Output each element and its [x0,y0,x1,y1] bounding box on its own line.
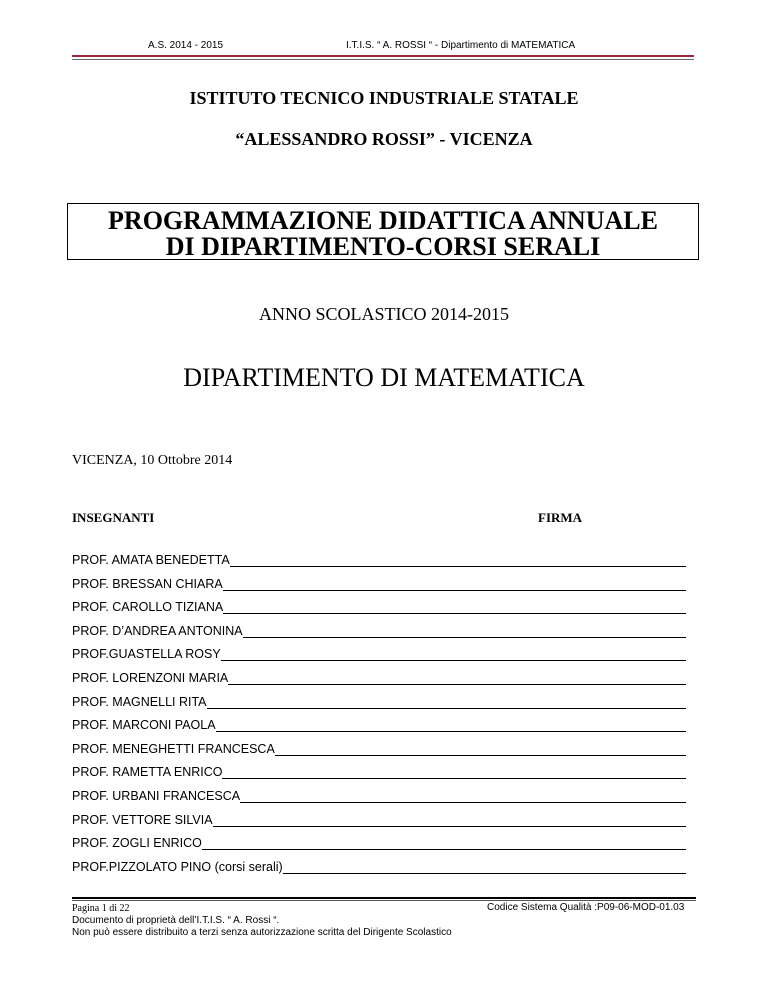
teacher-name: PROF. MAGNELLI RITA [72,694,207,709]
teacher-name: PROF. MARCONI PAOLA [72,718,216,733]
page-number: Pagina 1 di 22 [72,903,130,914]
header-institute: I.T.I.S. “ A. ROSSI “ - Dipartimento di MATEMATICA [346,40,576,51]
teachers-heading: INSEGNANTI [72,510,155,525]
place-date: VICENZA, 10 Ottobre 2014 [72,453,233,468]
footer-rule-thin [72,900,696,901]
footer-rule [72,897,696,899]
distribution-notice: Non può essere distribuito a terzi senza autorizzazione scritta del Dirigente Scolastico [72,927,452,938]
teacher-name: PROF. BRESSAN CHIARA [72,576,223,591]
teacher-row [72,835,686,859]
teacher-name: PROF. AMATA BENEDETTA [72,553,230,567]
document-title-line1: PROGRAMMAZIONE DIDATTICA ANNUALE [108,206,658,235]
teacher-name: PROF. ZOGLI ENRICO [72,836,202,851]
teacher-row [72,670,686,694]
header-rule-thin [72,59,694,60]
teacher-row [72,576,686,600]
teacher-name: PROF. CAROLLO TIZIANA [72,600,224,615]
teacher-row [72,717,686,741]
signature-heading: FIRMA [538,510,583,525]
teacher-signature-list [72,552,686,882]
teacher-row [72,694,686,718]
teacher-row [72,599,686,623]
teacher-name: PROF. VETTORE SILVIA [72,812,213,827]
teacher-row [72,764,686,788]
document-title-box [67,203,699,260]
teacher-row [72,788,686,812]
quality-code: Codice Sistema Qualità :P09-06-MOD-01.03 [487,902,685,913]
teacher-row [72,623,686,647]
department-title: DIPARTIMENTO DI MATEMATICA [183,363,585,392]
teacher-row [72,646,686,670]
teacher-row [72,812,686,836]
header-rule [72,55,694,57]
teacher-name: PROF. URBANI FRANCESCA [72,788,241,803]
institute-subtitle: “ALESSANDRO ROSSI” - VICENZA [235,129,533,149]
institute-name: ISTITUTO TECNICO INDUSTRIALE STATALE [189,88,579,108]
school-year: ANNO SCOLASTICO 2014-2015 [258,304,509,324]
teacher-row [72,741,686,765]
teacher-name: PROF. D’ANDREA ANTONINA [72,623,243,638]
teacher-row [72,552,686,576]
teacher-row [72,859,686,883]
document-title-line2: DI DIPARTIMENTO-CORSI SERALI [165,232,601,261]
ownership-notice: Documento di proprietà dell’I.T.I.S. “ A. Rossi “. [72,915,280,926]
teacher-name: PROF. RAMETTA ENRICO [72,765,223,780]
teacher-name: PROF. LORENZONI MARIA [72,670,229,685]
header-school-year: A.S. 2014 - 2015 [148,40,224,51]
page-header [148,40,618,54]
teacher-name: PROF.PIZZOLATO PINO (corsi serali) [72,859,283,874]
teacher-name: PROF.GUASTELLA ROSY [72,647,221,662]
teacher-name: PROF. MENEGHETTI FRANCESCA [72,741,275,756]
